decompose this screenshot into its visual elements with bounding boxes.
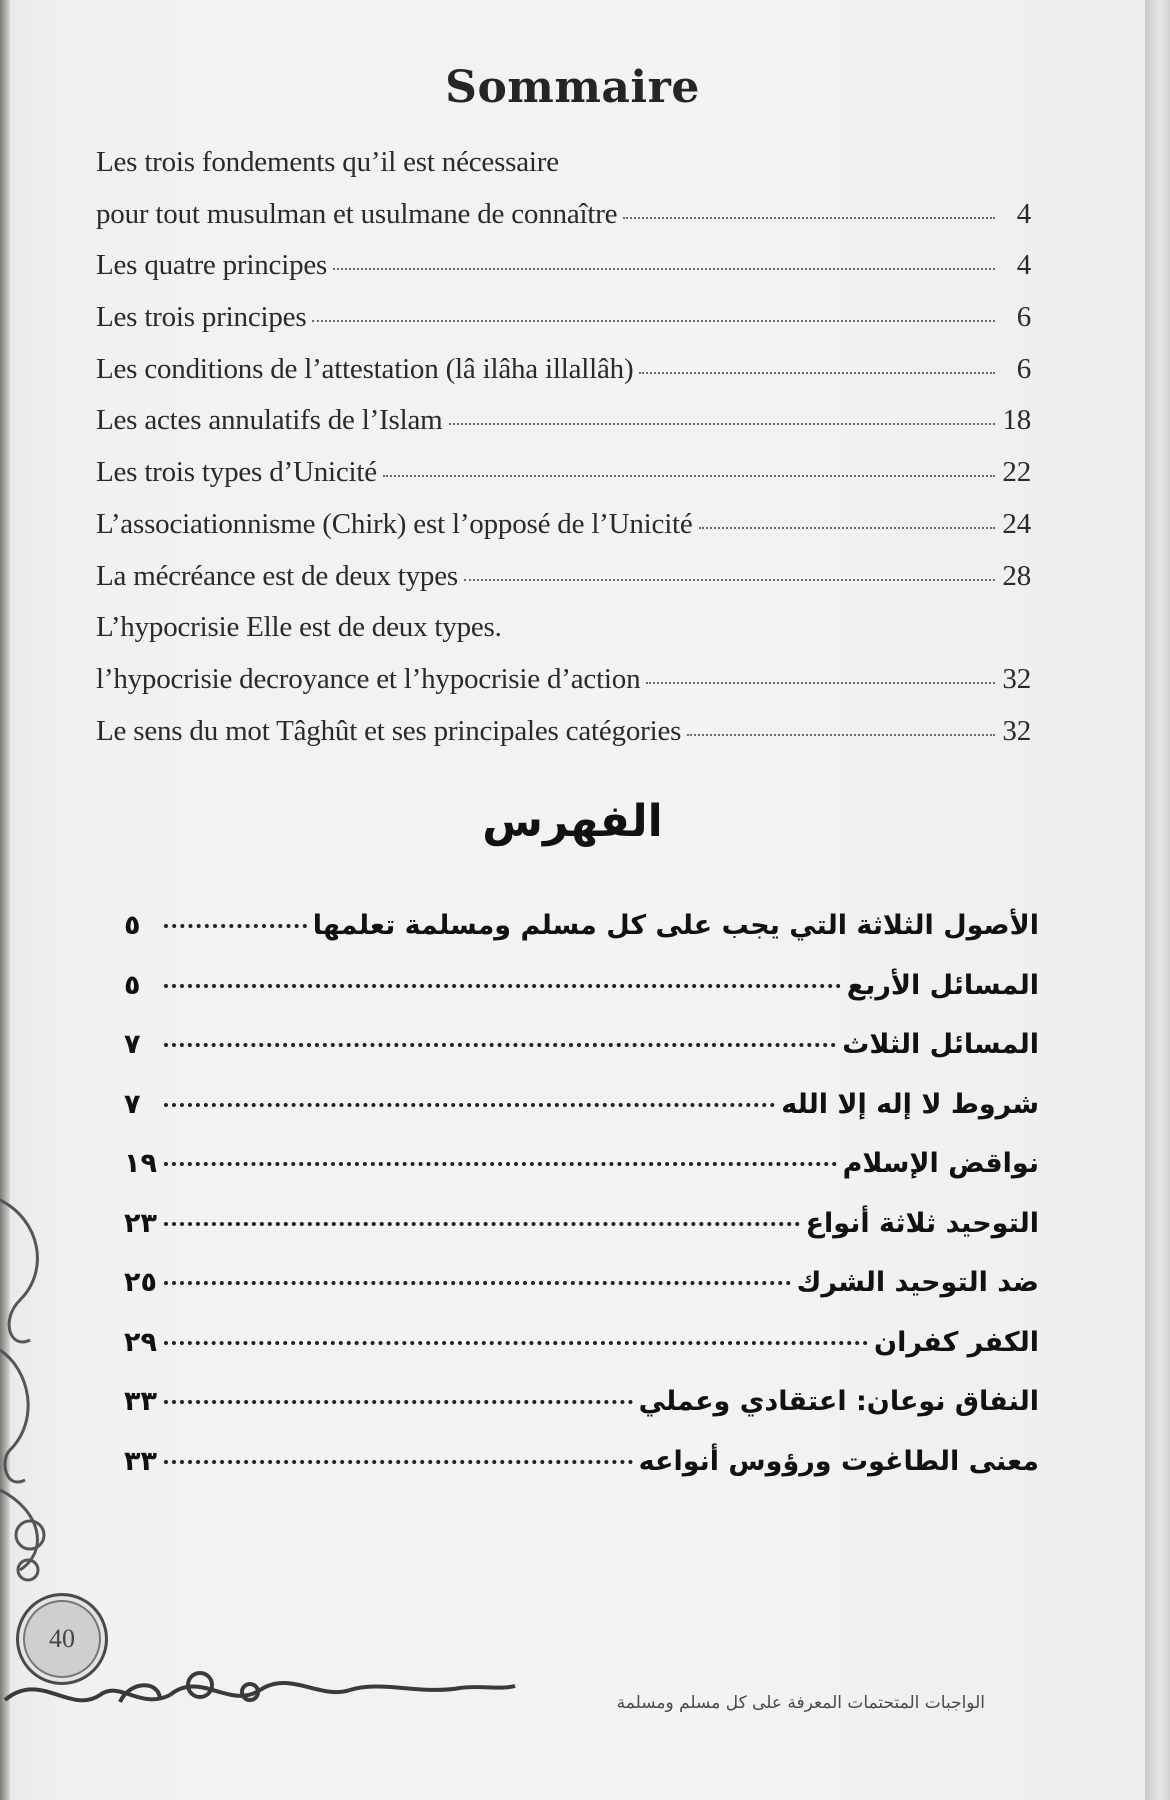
arabic-toc-entry-text: الأصول الثلاثة التي يجب على كل مسلم ومسلمة تعلمها [312, 910, 1039, 941]
french-toc-entry [96, 301, 1031, 353]
french-toc-entry-text: L’associationnisme (Chirk) est l’opposé de l’Unicité [96, 507, 693, 540]
french-toc-entry [96, 560, 1031, 612]
arabic-toc-entry [124, 1148, 1039, 1208]
arabic-toc-entry-text: النفاق نوعان: اعتقادي وعملي [638, 1386, 1039, 1417]
side-ornament [0, 1190, 70, 1590]
dot-leader [687, 734, 995, 736]
arabic-toc-entry-page: ٧ [124, 1029, 141, 1060]
french-toc-entry [96, 611, 1031, 663]
arabic-toc-entry-text: معنى الطاغوت ورؤوس أنواعه [638, 1445, 1039, 1477]
french-toc-entry-text: l’hypocrisie decroyance et l’hypocrisie d’action [96, 662, 641, 695]
arabic-toc-entry-page: ٢٥ [124, 1267, 157, 1298]
dot-leader [164, 1341, 868, 1345]
dot-leader [639, 372, 995, 374]
arabic-toc-list [124, 910, 1039, 1505]
dot-leader [699, 527, 995, 529]
french-toc-entry [96, 508, 1031, 560]
arabic-toc-entry-text: الكفر كفران [874, 1326, 1039, 1358]
french-toc-entry-text: Les trois fondements qu’il est nécessaire [96, 146, 559, 178]
french-toc-entry-page: 18 [1002, 404, 1031, 437]
dot-leader [646, 682, 995, 684]
arabic-toc-entry [124, 1208, 1039, 1268]
arabic-toc-entry-page: ٢٩ [124, 1326, 157, 1358]
french-toc-entry [96, 715, 1031, 767]
arabic-toc-entry-page: ٣٣ [124, 1386, 157, 1417]
dot-leader [164, 1400, 633, 1404]
french-toc-entry-text: Les actes annulatifs de l’Islam [96, 404, 443, 437]
french-toc-entry [96, 353, 1031, 405]
arabic-toc-entry-text: المسائل الثلاث [842, 1029, 1039, 1060]
dot-leader [383, 475, 995, 477]
arabic-toc-entry [124, 1446, 1039, 1506]
arabic-toc-entry-page: ٧ [124, 1088, 141, 1120]
arabic-toc-entry-text: ضد التوحيد الشرك [796, 1267, 1039, 1298]
french-toc-entry-page: 28 [1002, 559, 1031, 592]
arabic-toc-entry [124, 1327, 1039, 1387]
french-toc-entry-text: Les trois types d’Unicité [96, 456, 377, 489]
dot-leader [164, 1162, 837, 1166]
dot-leader [164, 984, 841, 988]
french-toc-entry-page: 32 [1002, 714, 1031, 747]
arabic-toc-entry-page: ٢٣ [124, 1207, 157, 1239]
french-toc-entry-page: 6 [1016, 301, 1031, 334]
french-toc-entry-page: 22 [1002, 456, 1031, 489]
dot-leader [464, 579, 995, 581]
dot-leader [164, 1043, 836, 1047]
arabic-toc-entry-text: التوحيد ثلاثة أنواع [805, 1207, 1039, 1239]
arabic-toc-entry [124, 970, 1039, 1030]
fihris-title: الفهرس [482, 796, 663, 847]
dot-leader [164, 1222, 800, 1226]
dot-leader [164, 1103, 775, 1107]
french-toc-entry-page: 24 [1002, 507, 1031, 540]
arabic-toc-entry [124, 1029, 1039, 1089]
arabic-toc-entry-page: ٥ [124, 969, 141, 1001]
page-number-badge: 40 [16, 1593, 108, 1685]
arabic-toc-entry [124, 1386, 1039, 1446]
arabic-toc-entry-page: ٥ [124, 910, 141, 941]
french-toc-entry-text: pour tout musulman et usulmane de connaître [96, 197, 618, 230]
french-toc-entry [96, 456, 1031, 508]
french-toc-entry-page: 32 [1002, 662, 1031, 695]
dot-leader [164, 1281, 791, 1285]
arabic-toc-entry-page: ١٩ [124, 1148, 157, 1179]
arabic-toc-entry-page: ٣٣ [124, 1445, 157, 1477]
arabic-toc-entry-text: نواقض الإسلام [842, 1148, 1039, 1179]
arabic-toc-entry [124, 1267, 1039, 1327]
dot-leader [333, 268, 995, 270]
french-toc-entry-page: 4 [1016, 197, 1031, 230]
dot-leader [623, 217, 995, 219]
dot-leader [164, 924, 307, 928]
french-toc-entry [96, 146, 1031, 198]
sommaire-title: Sommaire [445, 62, 700, 113]
book-spine [1145, 0, 1170, 1800]
dot-leader [164, 1460, 633, 1464]
french-toc-entry-text: Les quatre principes [96, 249, 328, 282]
french-toc-entry-page: 6 [1016, 352, 1031, 385]
french-toc-entry-text: L’hypocrisie Elle est de deux types. [96, 611, 502, 644]
french-toc-entry [96, 249, 1031, 301]
french-toc-entry-text: Le sens du mot Tâghût et ses principales catégories [96, 714, 682, 747]
dot-leader [312, 320, 995, 322]
arabic-toc-entry [124, 1089, 1039, 1149]
french-toc-entry-text: La mécréance est de deux types [96, 559, 458, 592]
arabic-toc-entry-text: المسائل الأربع [846, 969, 1039, 1001]
french-toc-entry-page: 4 [1016, 249, 1031, 282]
french-toc-entry-text: Les conditions de l’attestation (lâ ilâha illallâh) [96, 352, 634, 385]
french-toc-entry [96, 404, 1031, 456]
french-toc-entry-text: Les trois principes [96, 301, 307, 334]
running-title: الواجبات المتحتمات المعرفة على كل مسلم ومسلمة [616, 1693, 985, 1713]
french-toc-entry [96, 198, 1031, 250]
arabic-toc-entry-text: شروط لا إله إلا الله [781, 1088, 1039, 1120]
french-toc-entry [96, 663, 1031, 715]
arabic-toc-entry [124, 910, 1039, 970]
french-toc-list [96, 146, 1031, 766]
dot-leader [449, 423, 995, 425]
